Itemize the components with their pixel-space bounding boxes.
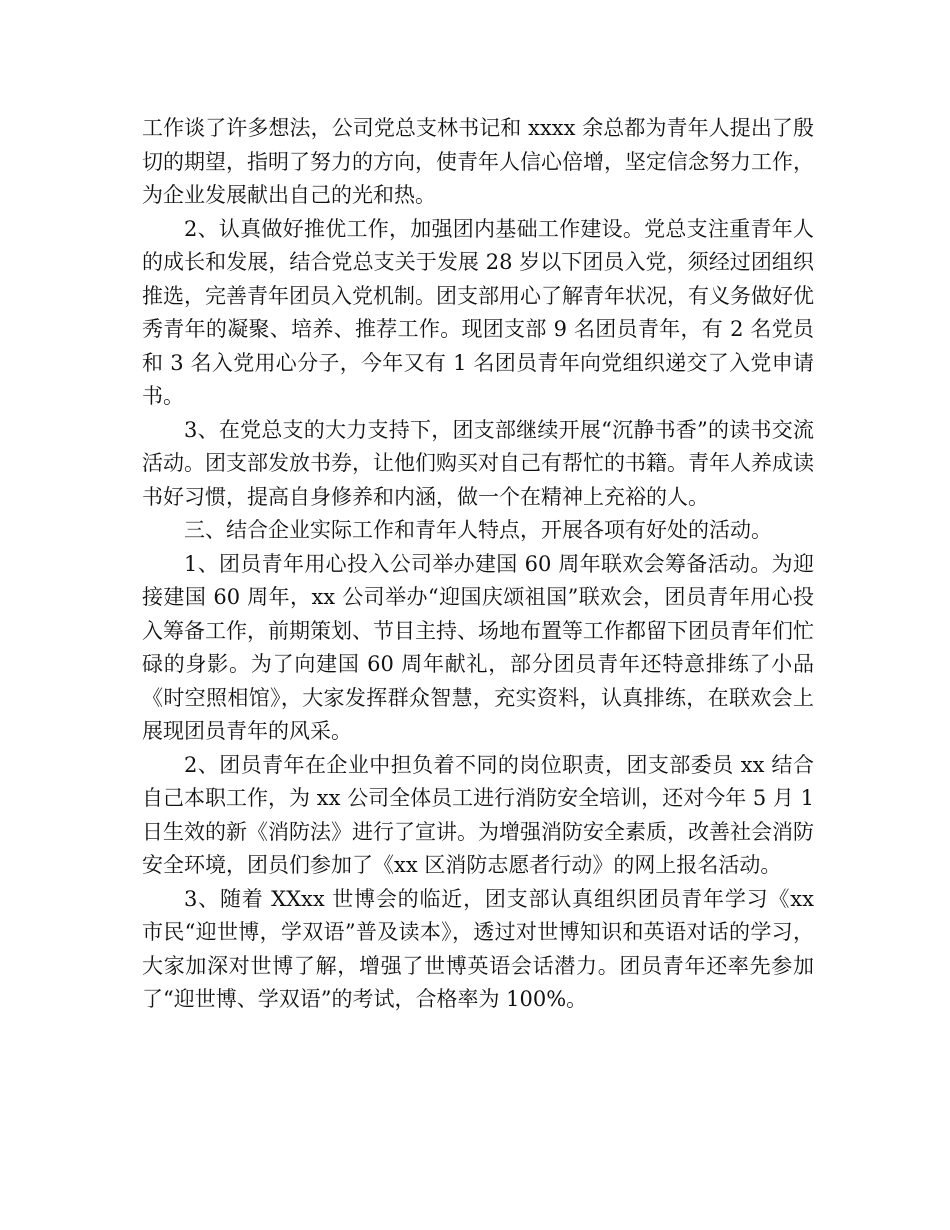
document-body (142, 112, 814, 1017)
paragraph-reading-activity: 3、在党总支的大力支持下，团支部继续开展“沉静书香”的读书交流活动。团支部发放书券，让他们购买对自己有帮忙的书籍。青年人养成读书好习惯，提高自身修养和内涵，做一个在精神上充裕的人。 (142, 417, 814, 509)
section-heading-activities: 三、结合企业实际工作和青年人特点，开展各项有好处的活动。 (184, 518, 772, 542)
paragraph-continuation: 工作谈了许多想法，公司党总支林书记和 xxxx 余总都为青年人提出了殷切的期望，指明了努力的方向，使青年人信心倍增，坚定信念努力工作，为企业发展献出自己的光和热。 (142, 116, 814, 207)
paragraph-recommend-members: 2、认真做好推优工作，加强团内基础工作建设。党总支注重青年人的成长和发展，结合党总支关于发展 28 岁以下团员入党，须经过团组织推选，完善青年团员入党机制。团支部用心了解青年状况，有义务做好优秀青年的凝聚、培养、推荐工作。现团支部 9 名团员青年，有 2 名党员和 3 名入党用心分子，今年又有 1 名团员青年向党组织递交了入党申请书。 (142, 216, 814, 408)
paragraph-expo-study: 3、随着 XXxx 世博会的临近，团支部认真组织团员青年学习《xx 市民“迎世博，学双语”普及读本》，透过对世博知识和英语对话的学习，大家加深对世博了解，增强了世博英语会话潜力。团员青年还率先参加了“迎世博、学双语”的考试，合格率为 100%。 (142, 886, 814, 1011)
paragraph-fire-safety: 2、团员青年在企业中担负着不同的岗位职责，团支部委员 xx 结合自己本职工作，为 xx 公司全体员工进行消防安全培训，还对今年 5 月 1 日生效的新《消防法》进行了宣讲。为增强消防安全素质，改善社会消防安全环境，团员们参加了《xx 区消防志愿者行动》的网上报名活动。 (142, 752, 814, 877)
paragraph-anniversary-gala: 1、团员青年用心投入公司举办建国 60 周年联欢会筹备活动。为迎接建国 60 周年，xx 公司举办“迎国庆颂祖国”联欢会，团员青年用心投入筹备工作，前期策划、节目主持、场地布置等工作都留下团员青年们忙碌的身影。为了向建国 60 周年献礼，部分团员青年还特意排练了小品《时空照相馆》，大家发挥群众智慧，充实资料，认真排练，在联欢会上展现团员青年的风采。 (142, 551, 814, 743)
